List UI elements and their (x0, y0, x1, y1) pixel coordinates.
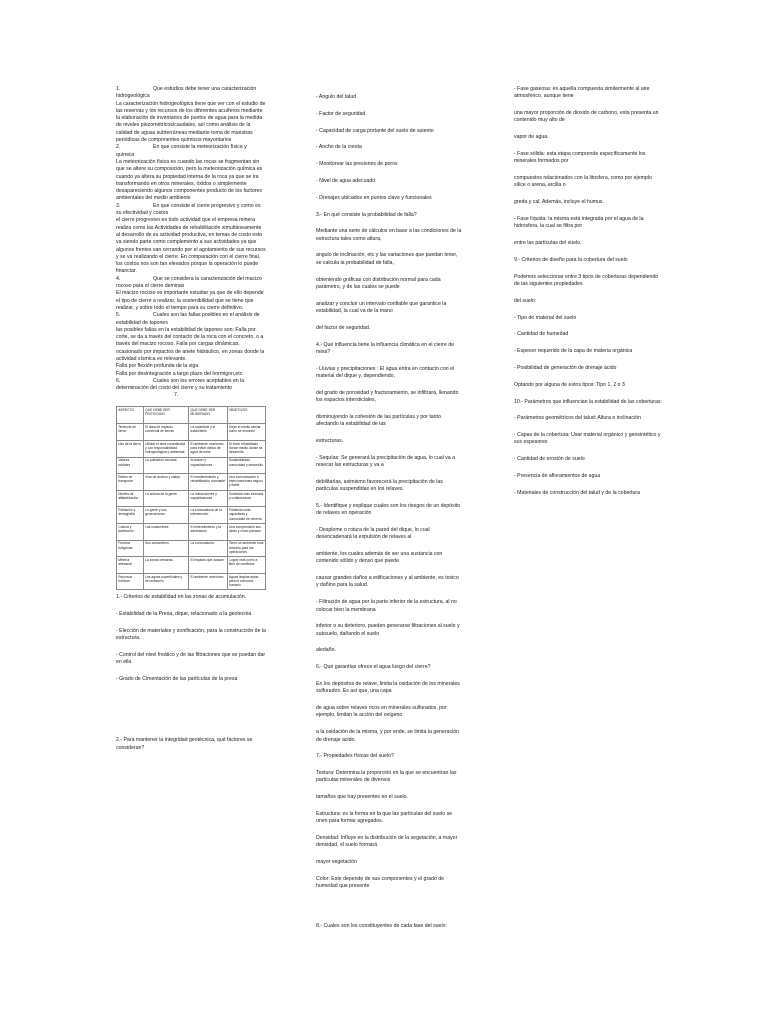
paragraph: 5.- Identifique y explique cuales son los riesgos de un depósito de relaves en operación (316, 502, 461, 517)
paragraph: entre las partículas del suelo. (514, 240, 582, 247)
paragraph: - Angulo del talud (316, 94, 357, 100)
table-row (117, 507, 266, 524)
paragraph: - Estabilidad de la Presa, dique, relacionado a la geotecnia (116, 611, 252, 618)
paragraph: Color: Este depende de sus componentes y el grado de humedad que presente (316, 876, 445, 890)
question-number: 4. (116, 275, 121, 282)
paragraph: - Fase gaseosa: es aquella compuesta similarmente al aire atmosférico, aunque tiene (514, 86, 650, 100)
table-row (117, 474, 266, 491)
paragraph-text: 7. (174, 392, 179, 399)
paragraph: - Grado de Cimentación de las partículas de la presa (116, 676, 238, 683)
paragraph: - Cantidad de humedad (514, 331, 569, 338)
table-cell: La superficie y el tratamiento (189, 424, 227, 441)
table-row (117, 523, 266, 540)
paragraph: - Monitorear las presiones de poros (316, 161, 398, 168)
table-cell: La población cercana (143, 457, 188, 474)
paragraph: Mediante una serie de cálculos en base a las condiciones de la estructura tales como altura, (316, 228, 462, 242)
question-number: 2. (116, 144, 121, 151)
paragraph: - Tipo de material del suelo (514, 314, 577, 321)
paragraph: debilitarlas, asimismo favorecerá la precipitación de las partículas suspendidas en los relaves. (316, 478, 443, 493)
table-cell: Inclusión y capacitaciones (189, 457, 227, 474)
paragraph (116, 290, 266, 312)
paragraph (116, 378, 266, 393)
paragraph: 10.- Parámetros que influencian la estabilidad de las coberturas: (514, 398, 662, 405)
column-2 (316, 94, 462, 930)
paragraph-text: Cuales son las fallas posibles en el análisis de estabilidad de tapones (116, 312, 260, 326)
paragraph: - Ancho de la cresta (316, 144, 362, 151)
paragraph: - Filtración de agua por la parte inferior de la estructura, al no colocar bien la membrana (316, 599, 457, 613)
column-2-body (316, 94, 462, 891)
paragraph-text: Falla por flexión profunda de la viga (116, 363, 199, 370)
paragraph: - Fase sólida: esta etapa comprende específicamente los minerales formados por (514, 150, 646, 165)
paragraph: 1.- Criterios de estabilidad en las zonas de acumulación. (116, 594, 247, 601)
table-cell: El ambiente monitoreo (189, 573, 227, 590)
paragraph: greda y cal. Además, incluye el humus. (514, 199, 604, 206)
table-cell: Recursos hídricos (117, 573, 144, 590)
paragraph: 6.- Qué garantías ofrece el agua luego del cierre? (316, 664, 431, 671)
column-1-bottom (116, 594, 266, 683)
paragraph: - Drenajes ubicados en puntos clave y funcionales (316, 194, 432, 201)
paragraph: 3.- En qué consiste la probabilidad de falla? (316, 211, 417, 218)
paragraph: - Capas de la cobertura: Usar material orgánico y geosintético y sus espesores (514, 432, 661, 446)
table-header-row (117, 406, 266, 424)
paragraph: disminuyendo la cohesión de las partículas y por tanto afectando la estabilidad de las (316, 413, 441, 428)
paragraph: - Nivel de agua adecuado (316, 177, 376, 184)
paragraph: - Elección de materiales y zonificación, para la construcción de la estructura. (116, 627, 266, 642)
paragraph: - Posibilidad de generación de drenaje ácido (514, 364, 617, 371)
paragraph: - Fase líquida: la misma está integrada por el agua de la hidrosfera, la cual se filtra por (514, 215, 644, 230)
paragraph: Textura: Determina la proporción en la que se encuentran las partículas minerales de diversos (316, 770, 457, 784)
paragraph-text: En que consiste la meteorización física y química (116, 144, 247, 158)
table-header-cell: OBJETIVOS (227, 406, 265, 424)
paragraph-text: las posibles fallas en la estabilidad de tapones son: Falla por corte, se da a través del contacto de la roca con el concreto, o a través del macizo rocoso. Falla por cargas dinámicas, ocasionado por impactos de ariete hidráulico, en zonas donde la actividad sísmica es relevante. (116, 326, 265, 362)
paragraph: a la oxidación de la misma, y por ende, se limita la generación de drenaje acido. (316, 729, 460, 743)
paragraph (116, 159, 266, 203)
question-number: 1. (116, 86, 121, 92)
paragraph-text: Falla por desintegración a largo plazo del hormigon,etc (116, 370, 243, 377)
paragraph: - Parámetros geométricos del talud: Altura e inclinación (514, 415, 641, 422)
paragraph-text: el cierre progresivo es todo actividad que el empresa minera realiza como las Actividades de rehabilitación simultáneamente al desarrollo de su actividad productiva, en temas de costo esto va siendo parte como complemento a sus actividades ya que algunos frentes van cerrando por el agotamiento de sus recursos y se va realizando el cierre. En comparación con el cierre final, los costos nos son tan elevados porque la operación lo puede financiar. (116, 217, 266, 275)
table-cell: Uso de la tierra (117, 440, 144, 457)
paragraph: Optando por alguna de estos tipos: Tipo 1, 2 o 3 (514, 381, 625, 388)
paragraph: - Control del nivel freático y de las filtraciones que se puedan dar en ella (116, 651, 266, 666)
table-row (117, 540, 266, 557)
paragraph (116, 217, 266, 275)
table-row (117, 424, 266, 441)
table-row (117, 490, 266, 507)
paragraph-text: La meteorización física es cuando las rocas se fragmentan sin que se altere su composición, pero la meteorización química es cuando ya altera su propiedad interna de la roca ya que se ira transformando en otros minerales, óxidos o simplemente desapareciendo algunos componentes producto de los factores ambientales del medio ambiente (116, 158, 263, 202)
paragraph: del factor de seguridad. (316, 324, 371, 331)
paragraph: aledaño. (316, 647, 336, 654)
column-2-last-paragraph: 8.- Cuales son los constituyentes de cada fase del suelo: (316, 922, 447, 929)
paragraph: tamaños que hay presentes en el suelo. (316, 794, 408, 801)
table-cell: La zonas cercanas (143, 557, 188, 574)
paragraph (116, 327, 266, 363)
table-cell: Una comunicación e interconexiones seguro y fiable (227, 474, 265, 491)
paragraph-text: La caracterización hidrogeológica tiene que ver con el estudio de las reservas y los recursos de los diferentes acuíferos mediante la elaboración de inventarios de puntos de agua para la medida de niveles piezométricos/caudales, así como análisis de la calidad de aguas subterráneas mediante toma de muestras periódicas de componentes químicos mayoritarios (116, 100, 266, 144)
table-cell: Utilizar el área considerada y con responsabilidad hidrogeológica y ambiental (143, 440, 188, 457)
paragraph: - Espesor requerido de la capa de materia orgánica (514, 348, 633, 355)
paragraph: del grado de porosidad y fracturamiento, se infiltrará, llenando los espacios intersticiales, (316, 389, 459, 404)
table-row (117, 557, 266, 574)
table-cell: La instrucciones y capacitaciones (189, 490, 227, 507)
paragraph: 7.- Propiedades físicas del suelo? (316, 753, 394, 760)
table-cell: Una comprensión sus ideas y como piensan (227, 523, 265, 540)
paragraph (116, 392, 266, 399)
table-cell: Sostenibilidad, comunidad y desarrollo (227, 457, 265, 474)
paragraph: - Cantidad de erosión de suelo (514, 456, 585, 463)
table-header-cell: ASPECTO (117, 406, 144, 424)
table-cell: Las costumbres (143, 523, 188, 540)
paragraph: obteniendo gráficas con distribución normal para cada parámetro, y de las cuales se puede (316, 276, 441, 290)
table-row (117, 440, 266, 457)
table-row (117, 457, 266, 474)
paragraph: del suelo: (514, 297, 537, 304)
question-number: 6. (116, 377, 121, 384)
table-cell: La cultura de la gente (143, 490, 188, 507)
table-cell: Tener un ambiente más armonio para las operaciones (227, 540, 265, 557)
table-cell: La convocatoria de la intervención (189, 507, 227, 524)
table-cell: Redes de transporte (117, 474, 144, 491)
table-cell: El entendimiento y la admiración (189, 523, 227, 540)
paragraph (116, 203, 266, 218)
paragraph: mayor vegetación (316, 859, 357, 866)
question-number: 3. (116, 202, 121, 209)
column-1 (116, 86, 266, 752)
paragraph: - Desplome o rotura de la pared del dique, lo cual desencadenará la expulsión de relaves al (316, 527, 430, 541)
table-cell: Pueblos indígenas (117, 540, 144, 557)
table-cell: Población y demografía (117, 507, 144, 524)
paragraph (116, 363, 266, 370)
paragraph: Densidad: Influye en la distribución de la vegetación, a mayor densidad, el suelo formará (316, 835, 458, 849)
table-cell: El área de impacto comercial de tierras (143, 424, 188, 441)
paragraph: En los depósitos de relave, limita la oxidación de los minerales sulfurados. Es así que, una capa (316, 681, 460, 695)
table-row (117, 573, 266, 590)
paragraph: 4.- Qué influencia tiene la influencia climática en el cierre de mina? (316, 341, 455, 355)
paragraph: angulo de inclinación, etc y las variaciones que puedan tener, se calcula la probabilidad de falla, (316, 252, 458, 266)
paragraph (116, 371, 266, 378)
paragraph (116, 312, 266, 327)
paragraph: inferior o su deterioro, pueden generarse filtraciones al suelo y subsuelo, dañando el suelo (316, 623, 460, 637)
table-cell: Sociedad más instruida y colaboradora (227, 490, 265, 507)
paragraph-text: En que consiste el cierre progresivo y como es su efectividad y costos (116, 202, 261, 217)
table-cell: Valores sociales (117, 457, 144, 474)
table-cell: Vías de acceso y salida (143, 474, 188, 491)
paragraph: de agua sobre relaves ricos en minerales sulfurados, por ejemplo, limitan la acción del oxígeno (316, 705, 447, 719)
column-1-last-paragraph: 2.- Para mantener la integridad geotécnica, qué factores se consideran? (116, 737, 253, 751)
table-cell: Dejar el medio similar como se encontró (227, 424, 265, 441)
paragraph: Estructura: es la forma en la que las partículas del suelo se unen para formar agregados. (316, 811, 453, 825)
paragraph: - Capacidad de carga portante del suelo de asiento (316, 127, 434, 134)
paragraph: Podemos seleccionar entre 3 tipos de coberturas dependiendo de las siguientes propiedades (514, 273, 659, 287)
paragraph (116, 144, 266, 159)
column-1-top (116, 86, 266, 400)
paragraph: - Sequías: Se generará la precipitación de agua, lo cual va a resecar las estructuras y va a (316, 454, 455, 469)
paragraph: 9.- Criterios de diseño para la cobertura del suelo (514, 256, 628, 263)
table-cell: La gente y sus generaciones (143, 507, 188, 524)
paragraph: una mayor proporción de dioxido de carbono, esta presenta un contenido muy alto de (514, 110, 659, 124)
table-header-cell: QUE DEBE SER PROTEGIDO (143, 406, 188, 424)
table-cell: Sus costumbres (143, 540, 188, 557)
table-cell: Tenencia de tierra (117, 424, 144, 441)
table-cell: La convocatoria (189, 540, 227, 557)
paragraph (116, 101, 266, 145)
column-3 (514, 86, 662, 497)
table-cell: El ambiente monitoreo para evitar daños de agua de mina (189, 440, 227, 457)
table-cell: El buen rehabilitado donde medio donde se desarrolla (227, 440, 265, 457)
paragraph: - Factor de seguridad (316, 110, 366, 117)
table-cell: El mantenimiento y rehabilitación constante (189, 474, 227, 491)
paragraph-text: El macizo rocoso es importante estudiar ya que de ello depende el tipo de cierre a realizar, la sostenibilidad que se tiene que realizar, y sobre todo el tiempo para su cierre definitivo. (116, 290, 264, 311)
paragraph: analizar y concluir un intervalo confiable que garantice la estabilidad, la cual va de la mano (316, 300, 447, 314)
table-cell: Cultura y patrimonio (117, 523, 144, 540)
paragraph: vapor de agua. (514, 134, 549, 141)
question-number: 5. (116, 312, 121, 319)
paragraph: estructuras. (316, 437, 344, 444)
paragraph: ambiente, los cuales además de ser una sustancia con contenido sólido y denso que puede (316, 551, 443, 565)
table-cell: Minería artesanal (117, 557, 144, 574)
paragraph: - Presencia de afloramientos de agua (514, 473, 601, 480)
paragraph-text: Cuales son los errores aceptables en la determinación del costo del cierre y su tratamiento (116, 377, 245, 392)
table-cell: Aguas limpias aptas para el consumo humano (227, 573, 265, 590)
criteria-table (116, 406, 266, 591)
table-body (117, 424, 266, 590)
paragraph: - Materiales de construcción del talud y de la cobertura (514, 489, 641, 496)
paragraph: causar grandes daños a edificaciones y al ambiente, es toxico y dañino para la salud. (316, 575, 459, 589)
paragraph (116, 86, 266, 101)
table-cell: El impacto que causan (189, 557, 227, 574)
table-header-cell: QUE DEBE SER MODERADO (189, 406, 227, 424)
table-cell: Las aguas superficiales y del subsuelo (143, 573, 188, 590)
paragraph: compuestos relacionados con la litosfera, como por ejemplo sílice o arena, arcilla o (514, 175, 652, 189)
paragraph (116, 276, 266, 291)
paragraph-text: Que estudios debe tener una caracterización hidrogeológica (116, 86, 257, 100)
column-3-body (514, 86, 662, 497)
table-cell: Población más capacitada y comunidad de minería (227, 507, 265, 524)
table-cell: Niveles de alfabetización (117, 490, 144, 507)
paragraph: - Lluvias y precipitaciones : El agua entra en contacto con el material del dique y, dependiendo, (316, 365, 455, 379)
paragraph-text: Que se considera la caracterización del macizo rocoso para el cierre deminas (116, 275, 262, 290)
table-cell: Lograr mas como a libre de conflictos (227, 557, 265, 574)
